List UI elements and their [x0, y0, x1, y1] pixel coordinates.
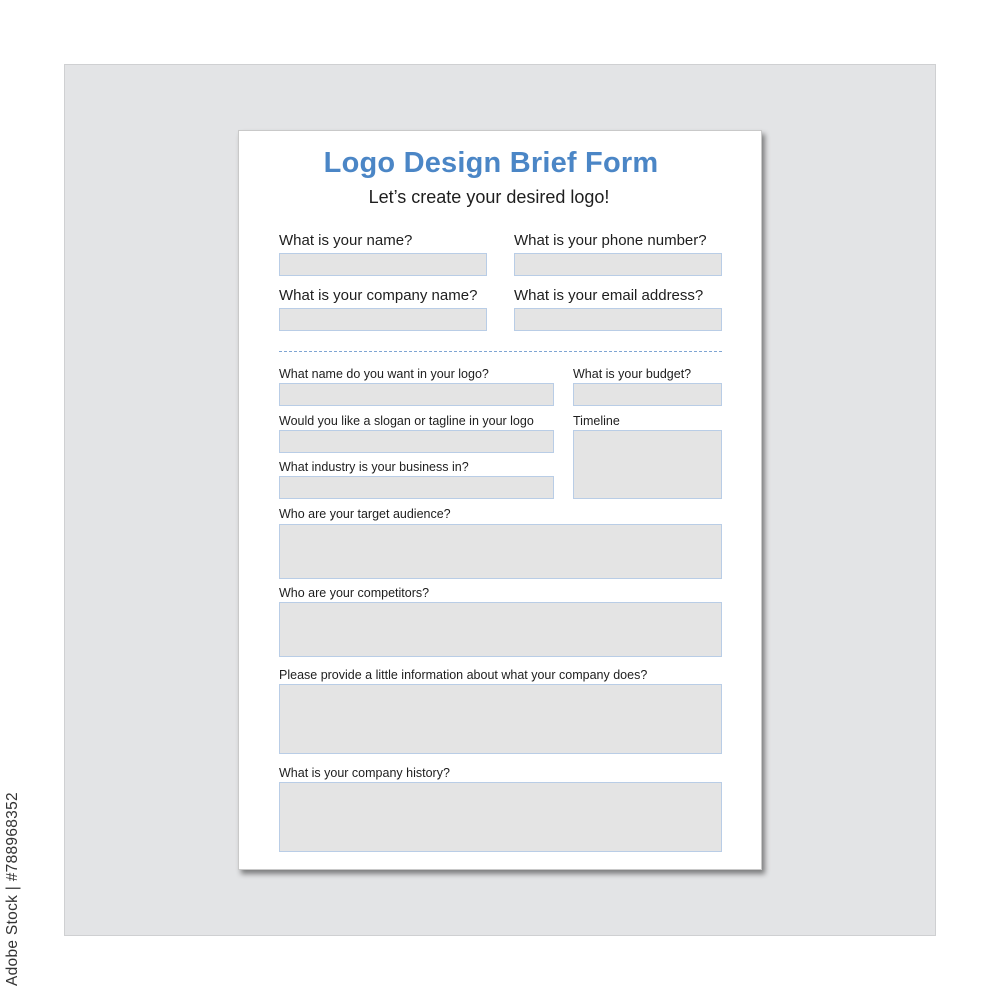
- competitors-field[interactable]: [279, 602, 722, 657]
- company-name-field[interactable]: [279, 308, 487, 331]
- industry-field[interactable]: [279, 476, 554, 499]
- company-history-field[interactable]: [279, 782, 722, 852]
- competitors-label: Who are your competitors?: [279, 586, 430, 600]
- audience-field[interactable]: [279, 524, 722, 579]
- audience-label: Who are your target audience?: [279, 507, 451, 521]
- company-info-field[interactable]: [279, 684, 722, 754]
- form-subtitle: Let’s create your desired logo!: [368, 187, 610, 207]
- company-info-label: Please provide a little information about what your company does?: [279, 668, 648, 682]
- name-field[interactable]: [279, 253, 487, 276]
- timeline-label: Timeline: [573, 414, 620, 428]
- budget-field[interactable]: [573, 383, 722, 406]
- name-label: What is your name?: [279, 232, 413, 249]
- section-divider: [279, 351, 722, 352]
- logo-name-label: What name do you want in your logo?: [279, 367, 489, 381]
- slogan-field[interactable]: [279, 430, 554, 453]
- phone-field[interactable]: [514, 253, 722, 276]
- email-field[interactable]: [514, 308, 722, 331]
- timeline-field[interactable]: [573, 430, 722, 499]
- logo-name-field[interactable]: [279, 383, 554, 406]
- form-title: Logo Design Brief Form: [323, 147, 659, 179]
- slogan-label: Would you like a slogan or tagline in your logo: [279, 414, 534, 428]
- company-name-label: What is your company name?: [279, 287, 478, 304]
- budget-label: What is your budget?: [573, 367, 692, 381]
- phone-label: What is your phone number?: [514, 232, 707, 249]
- industry-label: What industry is your business in?: [279, 460, 469, 474]
- stock-watermark: Adobe Stock | #788968352: [4, 792, 21, 986]
- company-history-label: What is your company history?: [279, 766, 450, 780]
- email-label: What is your email address?: [514, 287, 704, 304]
- form-sheet: [238, 130, 762, 870]
